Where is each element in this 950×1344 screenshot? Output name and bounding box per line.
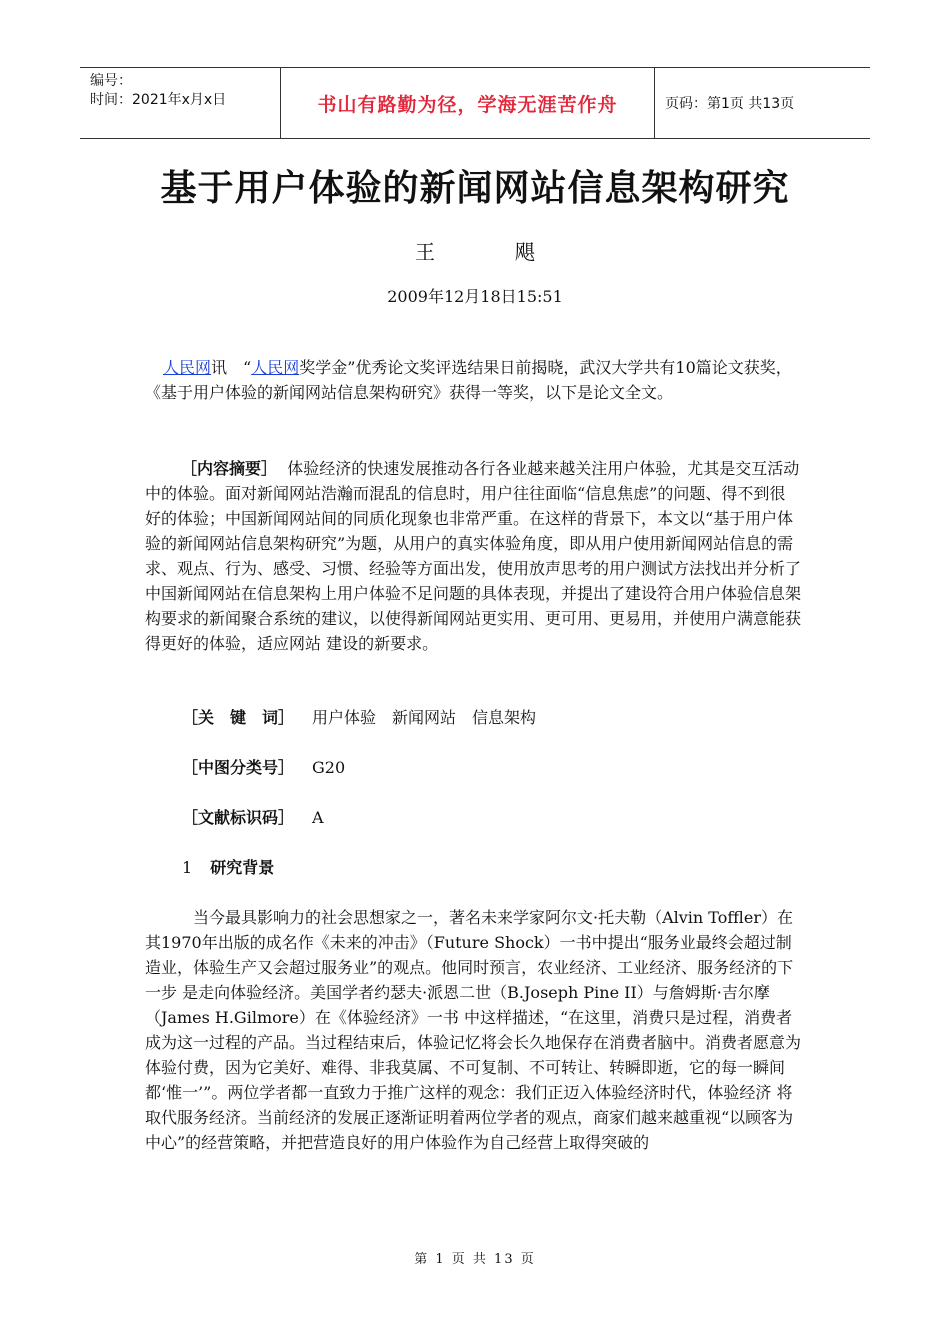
author-first: 王 <box>415 240 435 264</box>
section-number: 1 <box>182 858 193 877</box>
body-paragraph <box>145 905 805 1155</box>
doc-code-label: ［文献标识码］ <box>182 808 295 827</box>
motto: 书山有路勤为径，学海无涯苦作舟 <box>317 93 618 116</box>
keywords-row <box>182 705 536 730</box>
doc-code-row <box>182 805 324 830</box>
serial-label: 编号： <box>90 73 132 89</box>
header-meta <box>80 68 280 138</box>
author-second: 飓 <box>515 240 535 264</box>
classification-row <box>182 755 345 780</box>
intro-text-2: 奖学金”优秀论文奖评选结果日前揭晓，武汉大学共有10篇论文获奖，《基于用户体验的新闻网站信息架构研究》获得一等奖，以下是论文全文。 <box>145 358 792 402</box>
header-page-cell <box>655 68 870 138</box>
classification-value: G20 <box>312 758 346 777</box>
document-header <box>80 67 870 139</box>
keywords-value: 用户体验 新闻网站 信息架构 <box>312 708 537 727</box>
doc-code-value: A <box>312 808 324 827</box>
abstract-text: 体验经济的快速发展推动各行各业越来越关注用户体验，尤其是交互活动中的体验。面对新闻网站浩瀚而混乱的信息时，用户往往面临“信息焦虑”的问题、得不到很 好的体验；中国新闻网站间的同质化现象也非常严重。在这样的背景下，本文以“基于用户体验的新闻网站信息架构研究”为题，从用户的真实体验角度，即从用户使用新闻网站信息的需求、观点、行为、感受、习惯、经验等方面出发，使用放声思考的用户测试方法找出并分析了中国新闻网站在信息架构上用户体验不足问题的具体表现，并提出了建设符合用户体验信息架构要求的新闻聚合系统的建议，以使得新闻网站更实用、更可用、更易用，并使用户满意能获得更好的体验，适应网站 建设的新要求。 <box>145 459 802 653</box>
abstract-paragraph <box>145 456 805 656</box>
abstract-label: ［内容摘要］ <box>181 459 278 478</box>
classification-label: ［中图分类号］ <box>182 758 295 777</box>
section-title: 研究背景 <box>210 858 275 877</box>
author <box>0 236 950 265</box>
article-title: 基于用户体验的新闻网站信息架构研究 <box>160 168 790 209</box>
header-motto-cell <box>280 68 655 138</box>
body-text: 当今最具影响力的社会思想家之一，著名未来学家阿尔文·托夫勒（Alvin Toffler）在其1970年出版的成名作《未来的冲击》（Future Shock）一书中提出“服务业最终会超过制造业，体验生产又会超过服务业”的观点。他同时预言，农业经济、工业经济、服务经济的下一步 是走向体验经济。美国学者约瑟夫·派恩二世（B.Joseph Pine II）与詹姆斯·吉尔摩（James H.Gilmore）在《体验经济》一书 中这样描述，“在这里，消费只是过程，消费者成为这一过程的产品。当过程结束后，体验记忆将会长久地保存在消费者脑中。消费者愿意为体验付费，因为它美好、难得、非我莫属、不可复制、不可转让、转瞬即逝，它的每一瞬间都‘惟一’”。两位学者都一直致力于推广这样的观念：我们正迈入体验经济时代，体验经济 将取代服务经济。当前经济的发展正逐渐证明着两位学者的观点，商家们越来越重视“以顾客为中心”的经营策略，并把营造良好的用户体验作为自己经营上取得突破的 <box>145 908 802 1152</box>
page-label: 页码：第1页 共13页 <box>665 96 795 112</box>
intro-paragraph <box>145 355 805 405</box>
people-net-link-2[interactable]: 人民网 <box>251 358 300 377</box>
publish-date: 2009年12月18日15:51 <box>387 287 563 306</box>
section-heading <box>182 855 274 878</box>
intro-text-1: 讯 “ <box>211 358 252 377</box>
keywords-label: ［关 键 词］ <box>182 708 295 727</box>
time-label: 时间：2021年x月x日 <box>90 92 227 108</box>
people-net-link[interactable]: 人民网 <box>163 358 212 377</box>
page-footer: 第 1 页 共 13 页 <box>414 1252 536 1267</box>
